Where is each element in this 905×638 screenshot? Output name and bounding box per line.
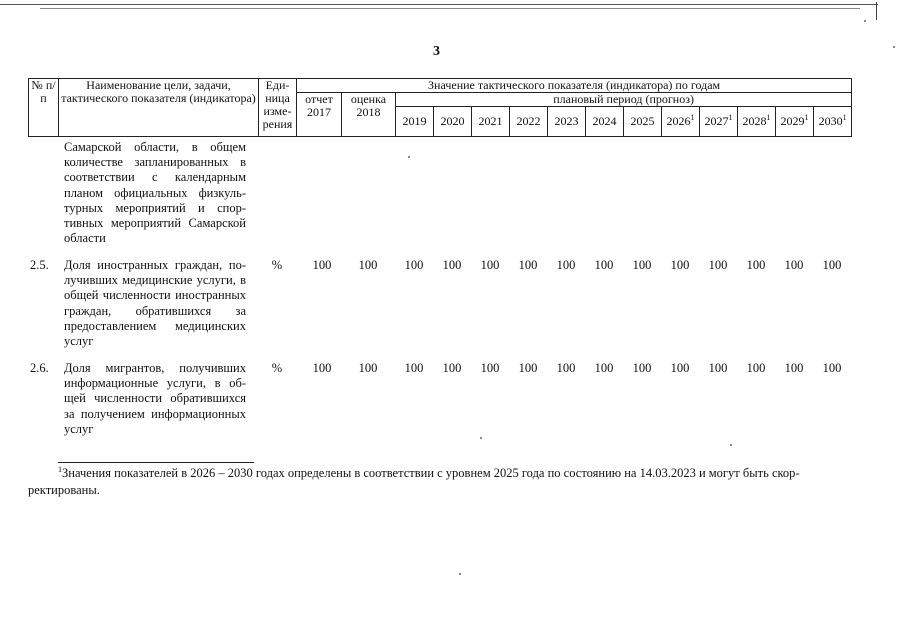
header-unit-col: Еди- ница изме- рения [259, 79, 297, 137]
scan-speck [864, 20, 866, 22]
scan-speck [408, 156, 410, 158]
row-value: 100 [746, 361, 766, 375]
row-value: 100 [822, 258, 842, 272]
row-value: 100 [480, 361, 500, 375]
scan-edge-mark [876, 2, 877, 20]
row-number: 2.5. [30, 258, 49, 272]
row-value: 100 [480, 258, 500, 272]
row-indicator-name: Доля мигрантов, получивших информационные услуги, в общей численности обратившихся за получением информационных услуг [64, 361, 246, 436]
header-year-8: 2027$^1$ [700, 107, 738, 137]
row-indicator-name: Доля иностранных граждан, получивших медицинские услуги, в общей численности иностранных граждан, обратившихся за предоставлением медицинских услуг [64, 258, 246, 349]
header-year-9: 2028$^1$ [738, 107, 776, 137]
header-year-11: 2030$^1$ [814, 107, 852, 137]
header-name-col: Наименование цели, задачи, тактического показателя (индикатора) [59, 79, 259, 137]
header-values-group: Значение тактического показателя (индикатора) по годам [297, 79, 852, 93]
row-value: 100 [670, 361, 690, 375]
header-estimate: оценка 2018 [342, 93, 396, 137]
row-value: 100 [594, 258, 614, 272]
row-value: 100 [708, 361, 728, 375]
row-value: 100 [556, 361, 576, 375]
page-top-rule [0, 4, 878, 5]
header-year-3: 2022 [510, 107, 548, 137]
scan-speck [730, 444, 732, 446]
continuation-text: Самарской области, в общем количестве запланированных в соответствии с календарным планом официальных физкультурных мероприятий и спортивных мероприятий Самарской области [64, 140, 246, 246]
page-top-rule-secondary [40, 8, 860, 9]
row-value: 100 [784, 361, 804, 375]
header-year-4: 2023 [548, 107, 586, 137]
row-value: 100 [518, 258, 538, 272]
row-value: 100 [670, 258, 690, 272]
row-value: 100 [632, 258, 652, 272]
scan-speck [480, 437, 482, 439]
row-value: 100 [518, 361, 538, 375]
header-num-col: № п/п [29, 79, 59, 137]
row-value: 100 [404, 361, 424, 375]
row-value: 100 [358, 258, 378, 272]
header-report: отчет 2017 [297, 93, 342, 137]
header-year-2: 2021 [472, 107, 510, 137]
indicator-table-header [28, 78, 852, 137]
footnote: $^1$Значения показателей в 2026 – 2030 годах определены в соответствии с уровнем 2025 года по состоянию на 14.03.2023 и могут быть скорректированы. [28, 464, 800, 497]
row-value: 100 [784, 258, 804, 272]
header-year-1: 2020 [434, 107, 472, 137]
header-year-6: 2025 [624, 107, 662, 137]
row-unit: % [271, 258, 283, 272]
header-plan-group: плановый период (прогноз) [396, 93, 852, 107]
row-value: 100 [708, 258, 728, 272]
scan-speck [893, 46, 895, 48]
row-unit: % [271, 361, 283, 375]
footnote-rule [58, 462, 254, 463]
row-value: 100 [746, 258, 766, 272]
header-year-7: 2026$^1$ [662, 107, 700, 137]
row-value: 100 [442, 361, 462, 375]
page-number: 3 [433, 44, 440, 59]
scan-speck [459, 573, 461, 575]
header-year-5: 2024 [586, 107, 624, 137]
row-value: 100 [556, 258, 576, 272]
row-value: 100 [594, 361, 614, 375]
row-value: 100 [312, 361, 332, 375]
row-number: 2.6. [30, 361, 49, 375]
row-value: 100 [358, 361, 378, 375]
header-year-0: 2019 [396, 107, 434, 137]
row-value: 100 [822, 361, 842, 375]
header-year-10: 2029$^1$ [776, 107, 814, 137]
row-value: 100 [404, 258, 424, 272]
row-value: 100 [312, 258, 332, 272]
row-value: 100 [442, 258, 462, 272]
row-value: 100 [632, 361, 652, 375]
